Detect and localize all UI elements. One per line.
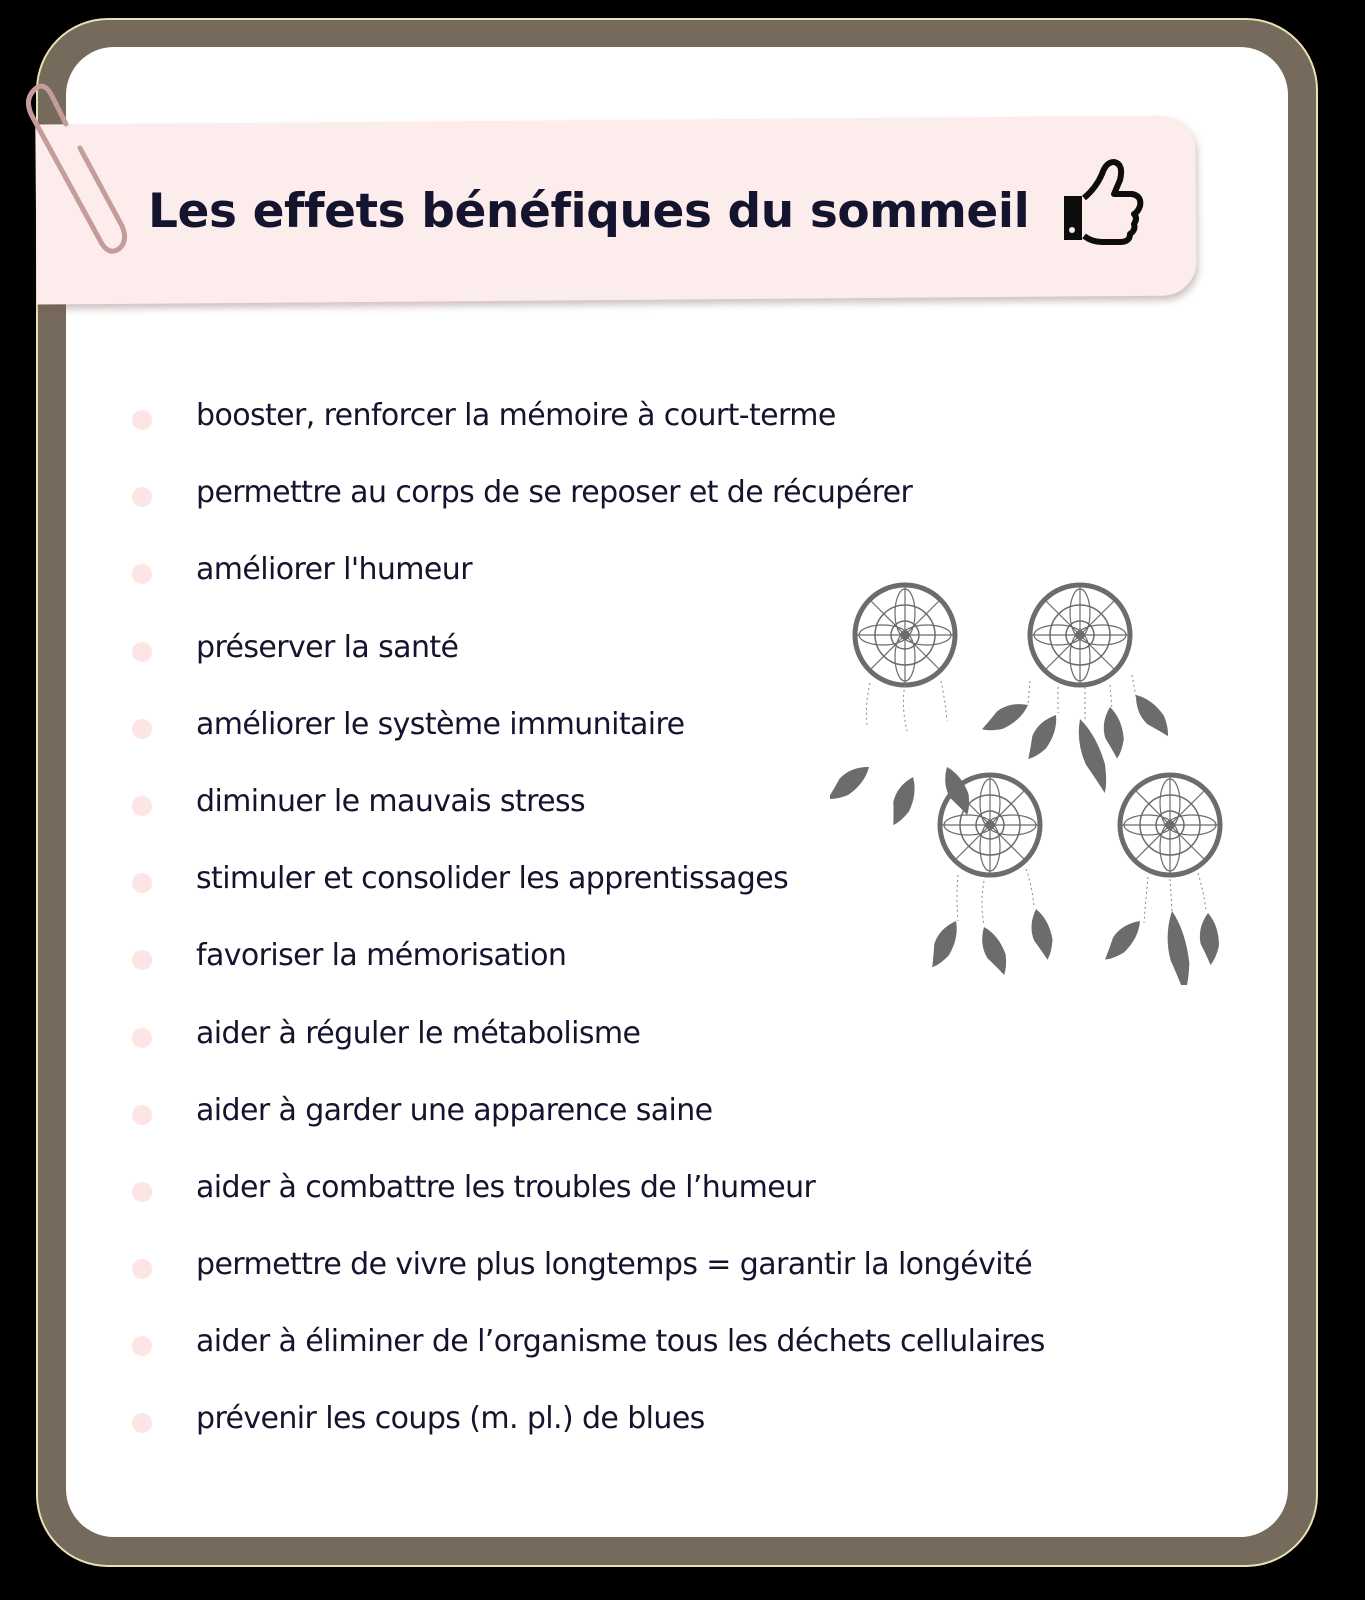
bullet-icon <box>132 796 152 816</box>
thumbs-up-icon <box>1062 158 1146 248</box>
paperclip-icon <box>22 82 132 254</box>
page-title: Les effets bénéfiques du sommeil <box>148 184 1030 239</box>
bullet-icon <box>132 719 152 739</box>
bullet-icon <box>132 1028 152 1048</box>
dreamcatchers-illustration <box>830 575 1240 985</box>
bullet-icon <box>132 410 152 430</box>
bullet-icon <box>132 873 152 893</box>
bullet-icon <box>132 1259 152 1279</box>
bullet-icon <box>132 1182 152 1202</box>
bullet-icon <box>132 1105 152 1125</box>
bullet-icon <box>132 642 152 662</box>
